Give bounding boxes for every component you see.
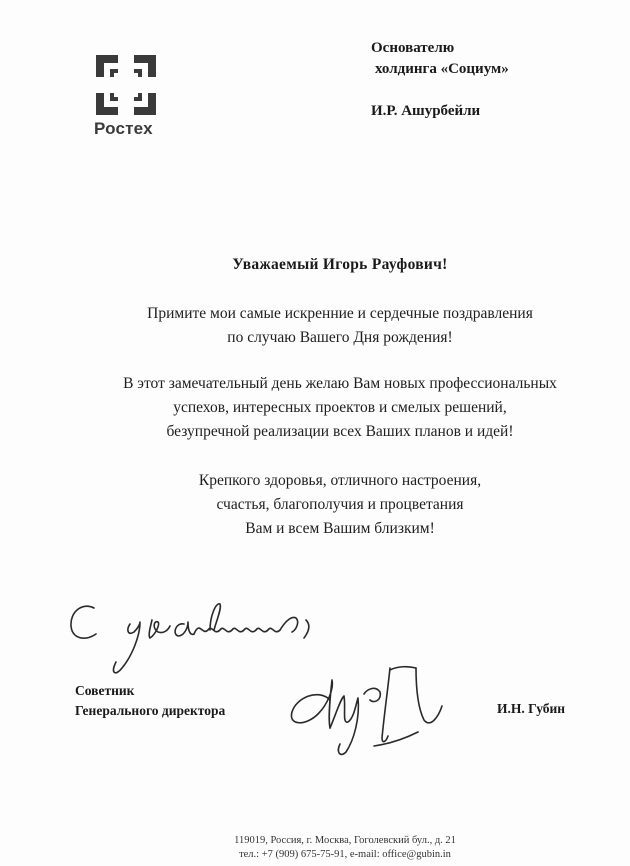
paragraph-line: успехов, интересных проектов и смелых решений, — [173, 399, 507, 416]
signatory-title-line-1: Советник — [75, 683, 135, 698]
rostec-frame-icon — [96, 55, 156, 115]
letter-greeting: Уважаемый Игорь Рауфович! — [232, 256, 448, 273]
footer-address: 119019, Россия, г. Москва, Гоголевский бул., д. 21 — [234, 835, 456, 846]
addressee-line-1: Основателю — [371, 40, 455, 56]
paragraph-line: Примите мои самые искренние и сердечные поздравления — [147, 305, 533, 322]
paragraph-line: по случаю Вашего Дня рождения! — [227, 329, 453, 346]
logo-wordmark: Ростех — [94, 119, 153, 138]
footer-contacts: тел.: +7 (909) 675-75-91, e-mail: office@gubin.in — [239, 849, 451, 860]
paragraph-line: Крепкого здоровья, отличного настроения, — [198, 472, 482, 489]
addressee-block — [371, 38, 611, 122]
letter-paragraph-1 — [0, 302, 630, 350]
paragraph-line: В этот замечательный день желаю Вам новых профессиональных — [123, 375, 557, 392]
signatory-title-line-2: Генерального директора — [75, 703, 226, 718]
company-logo — [94, 55, 158, 139]
paragraph-line: счастья, благополучия и процветания — [216, 496, 464, 513]
signatory-title — [75, 681, 225, 721]
letter-footer — [120, 834, 570, 862]
paragraph-line: безупречной реализации всех Ваших планов и идей! — [166, 423, 514, 440]
letter-paragraph-2 — [0, 372, 630, 444]
addressee-line-2: холдинга «Социум» — [375, 61, 509, 77]
letter-paragraph-3 — [0, 469, 630, 541]
signatory-name: И.Н. Губин — [497, 701, 566, 716]
addressee-name: И.Р. Ашурбейли — [371, 103, 481, 119]
paragraph-line: Вам и всем Вашим близким! — [245, 520, 435, 537]
handwritten-signature — [278, 648, 453, 763]
